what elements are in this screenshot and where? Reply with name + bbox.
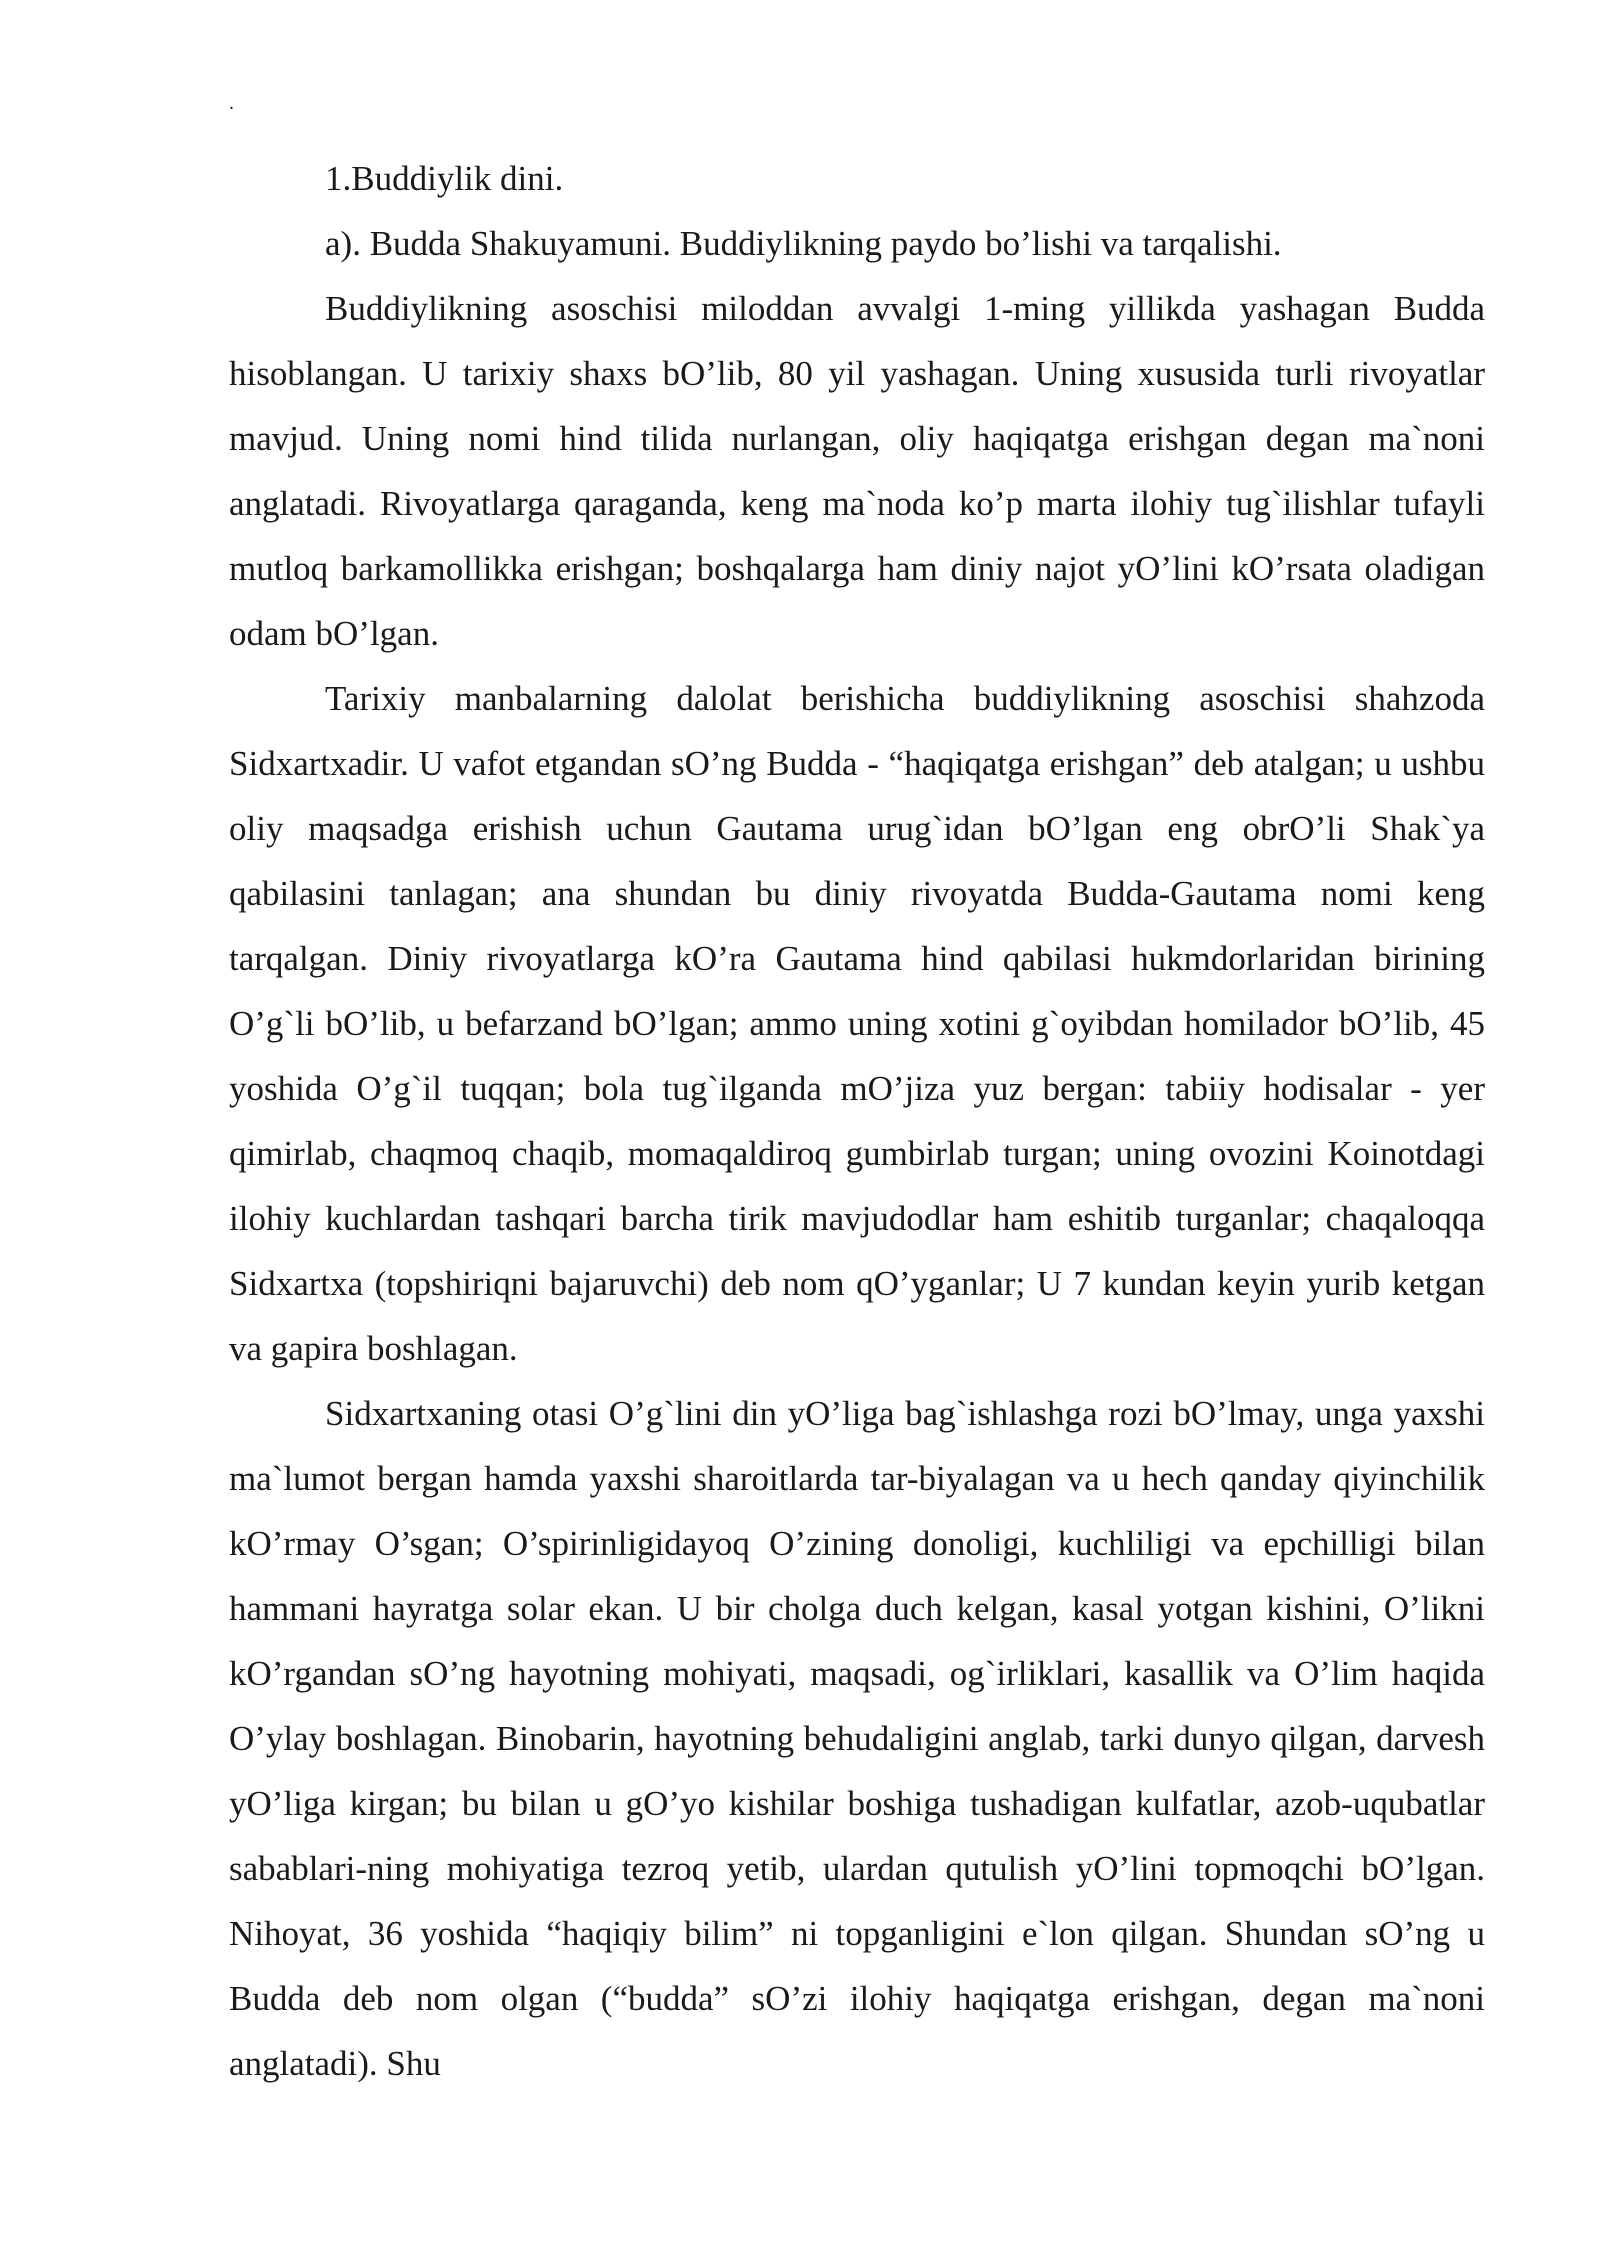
corner-mark: . (229, 92, 234, 114)
paragraph-1: Buddiylikning asoschisi miloddan avvalgi 1-ming yillikda yashagan Budda hisoblangan. U tarixiy shaxs bO’lib, 80 yil yashagan. Uning xususida turli rivoyatlar mavjud. Uning nomi hind tilida nurlangan, oliy haqiqatga erishgan degan ma`noni anglatadi. Rivoyatlarga qaraganda, keng ma`noda ko’p marta ilohiy tug`ilishlar tufayli mutloq barkamollikka erishgan; boshqalarga ham diniy najot yO’lini kO’rsata oladigan odam bO’lgan. (229, 289, 1485, 653)
paragraph-3: Sidxartxaning otasi O’g`lini din yO’liga bag`ishlashga rozi bO’lmay, unga yaxshi ma`lumot bergan hamda yaxshi sharoitlarda tar-biyalagan va u hech qanday qiyinchilik kO’rmay O’sgan; O’spirinligidayoq O’zining donoligi, kuchliligi va epchilligi bilan hammani hayratga solar ekan. U bir cholga duch kelgan, kasal yotgan kishini, O’likni kO’rgandan sO’ng hayotning mohiyati, maqsadi, og`irliklari, kasallik va O’lim haqida O’ylay boshlagan. Binobarin, hayotning behudaligini anglab, tarki dunyo qilgan, darvesh yO’liga kirgan; bu bilan u gO’yo kishilar boshiga tushadigan kulfatlar, azob-uqubatlar sabablari-ning mohiyatiga tezroq yetib, ulardan qutulish yO’lini topmoqchi bO’lgan. Nihoyat, 36 yoshida “haqiqiy bilim” ni topganligini e`lon qilgan. Shundan sO’ng u Budda deb nom olgan (“budda” sO’zi ilohiy haqiqatga erishgan, degan ma`noni anglatadi). Shu (229, 1394, 1485, 2083)
paragraph-2: Tarixiy manbalarning dalolat berishicha buddiylikning asoschisi shahzoda Sidxartxadir. U vafot etgandan sO’ng Budda - “haqiqatga erishgan” deb atalgan; u ushbu oliy maqsadga erishish uchun Gautama urug`idan bO’lgan eng obrO’li Shak`ya qabilasini tanlagan; ana shundan bu diniy rivoyatda Budda-Gautama nomi keng tarqalgan. Diniy rivoyatlarga kO’ra Gautama hind qabilasi hukmdorlaridan birining O’g`li bO’lib, u befarzand bO’lgan; ammo uning xotini g`oyibdan homilador bO’lib, 45 yoshida O’g`il tuqqan; bola tug`ilganda mO’jiza yuz bergan: tabiiy hodisalar - yer qimirlab, chaqmoq chaqib, momaqaldiroq gumbirlab turgan; uning ovozini Koinotdagi ilohiy kuchlardan tashqari barcha tirik mavjudodlar ham eshitib turganlar; chaqaloqqa Sidxartxa (topshiriqni bajaruvchi) deb nom qO’yganlar; U 7 kundan keyin yurib ketgan va gapira boshlagan. (229, 679, 1485, 1368)
section-subheading: a). Budda Shakuyamuni. Buddiylikning paydo bo’lishi va tarqalishi. (325, 224, 1282, 263)
document-body (229, 146, 1485, 2096)
section-heading: 1.Buddiylik dini. (325, 159, 564, 198)
